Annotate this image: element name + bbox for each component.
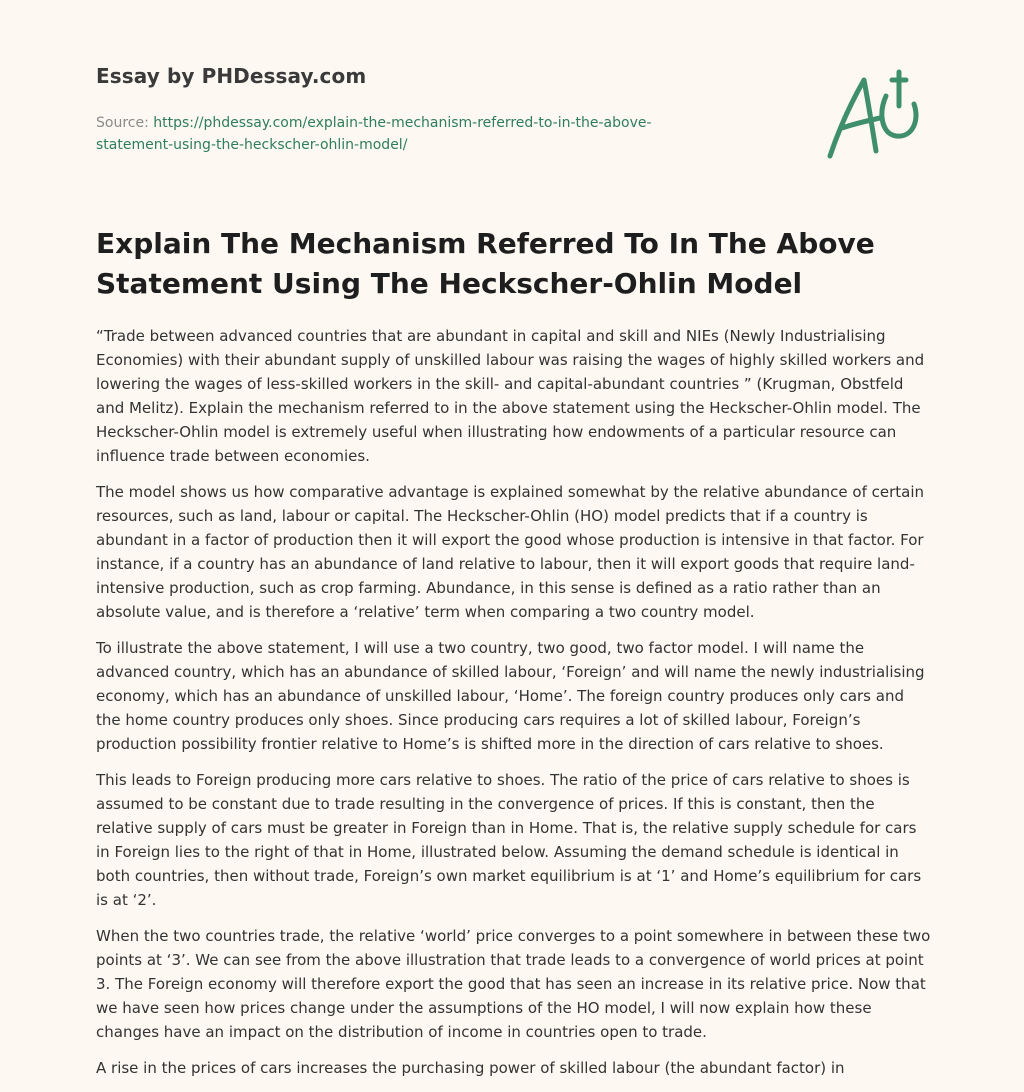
source-link-line-1: https://phdessay.com/explain-the-mechanism-referred-to-in-the-above-: [153, 115, 652, 131]
paragraph: “Trade between advanced countries that are abundant in capital and skill and NIEs (Newly Industrialising Economies) with their abundant supply of unskilled labour was raising the wages of highly skilled workers and lowering the wages of less-skilled workers in the skill- and capital-abundant countries ” (Krugman, Obstfeld and Melitz). Explain the mechanism referred to in the above statement using the Heckscher-Ohlin model. The Heckscher-Ohlin model is extremely useful when illustrating how endowments of a particular resource can influence trade between economies.: [96, 327, 925, 465]
a-plus-grade-icon: [820, 66, 930, 166]
paragraph: When the two countries trade, the relative ‘world’ price converges to a point somewhere in between these two points at ‘3’. We can see from the above illustration that trade leads to a convergence of world prices at point 3. The Foreign economy will therefore export the good that has seen an increase in its relative price. Now that we have seen how prices change under the assumptions of the HO model, I will now explain how these changes have an impact on the distribution of income in countries open to trade.: [96, 927, 931, 1041]
paragraph: This leads to Foreign producing more cars relative to shoes. The ratio of the price of cars relative to shoes is assumed to be constant due to trade resulting in the convergence of prices. If this is constant, then the relative supply of cars must be greater in Foreign than in Home. That is, the relative supply schedule for cars in Foreign lies to the right of that in Home, illustrated below. Assuming the demand schedule is identical in both countries, then without trade, Foreign’s own market equilibrium is at ‘1’ and Home’s equilibrium for cars is at ‘2’.: [96, 771, 922, 909]
paragraph: A rise in the prices of cars increases the purchasing power of skilled labour (the abundant factor) in: [96, 1059, 845, 1077]
source-line: [96, 112, 736, 156]
essay-title: Explain The Mechanism Referred To In The Above Statement Using The Heckscher-Ohlin Model: [96, 227, 875, 300]
site-title: Essay by PHDessay.com: [96, 64, 367, 88]
source-link[interactable]: [96, 115, 652, 153]
source-link-line-2: statement-using-the-heckscher-ohlin-model/: [96, 137, 408, 153]
source-label: Source:: [96, 115, 149, 131]
paragraph: To illustrate the above statement, I will use a two country, two good, two factor model. I will name the advanced country, which has an abundance of skilled labour, ‘Foreign’ and will name the newly industrialising economy, which has an abundance of unskilled labour, ‘Home’. The foreign country produces only cars and the home country produces only shoes. Since producing cars requires a lot of skilled labour, Foreign’s production possibility frontier relative to Home’s is shifted more in the direction of cars relative to shoes.: [96, 639, 925, 753]
essay-body: [96, 324, 932, 1092]
paragraph: The model shows us how comparative advantage is explained somewhat by the relative abundance of certain resources, such as land, labour or capital. The Heckscher-Ohlin (HO) model predicts that if a country is abundant in a factor of production then it will export the good whose production is intensive in that factor. For instance, if a country has an abundance of land relative to labour, then it will export goods that require land-intensive production, such as crop farming. Abundance, in this sense is defined as a ratio rather than an absolute value, and is therefore a ‘relative’ term when comparing a two country model.: [96, 483, 925, 621]
